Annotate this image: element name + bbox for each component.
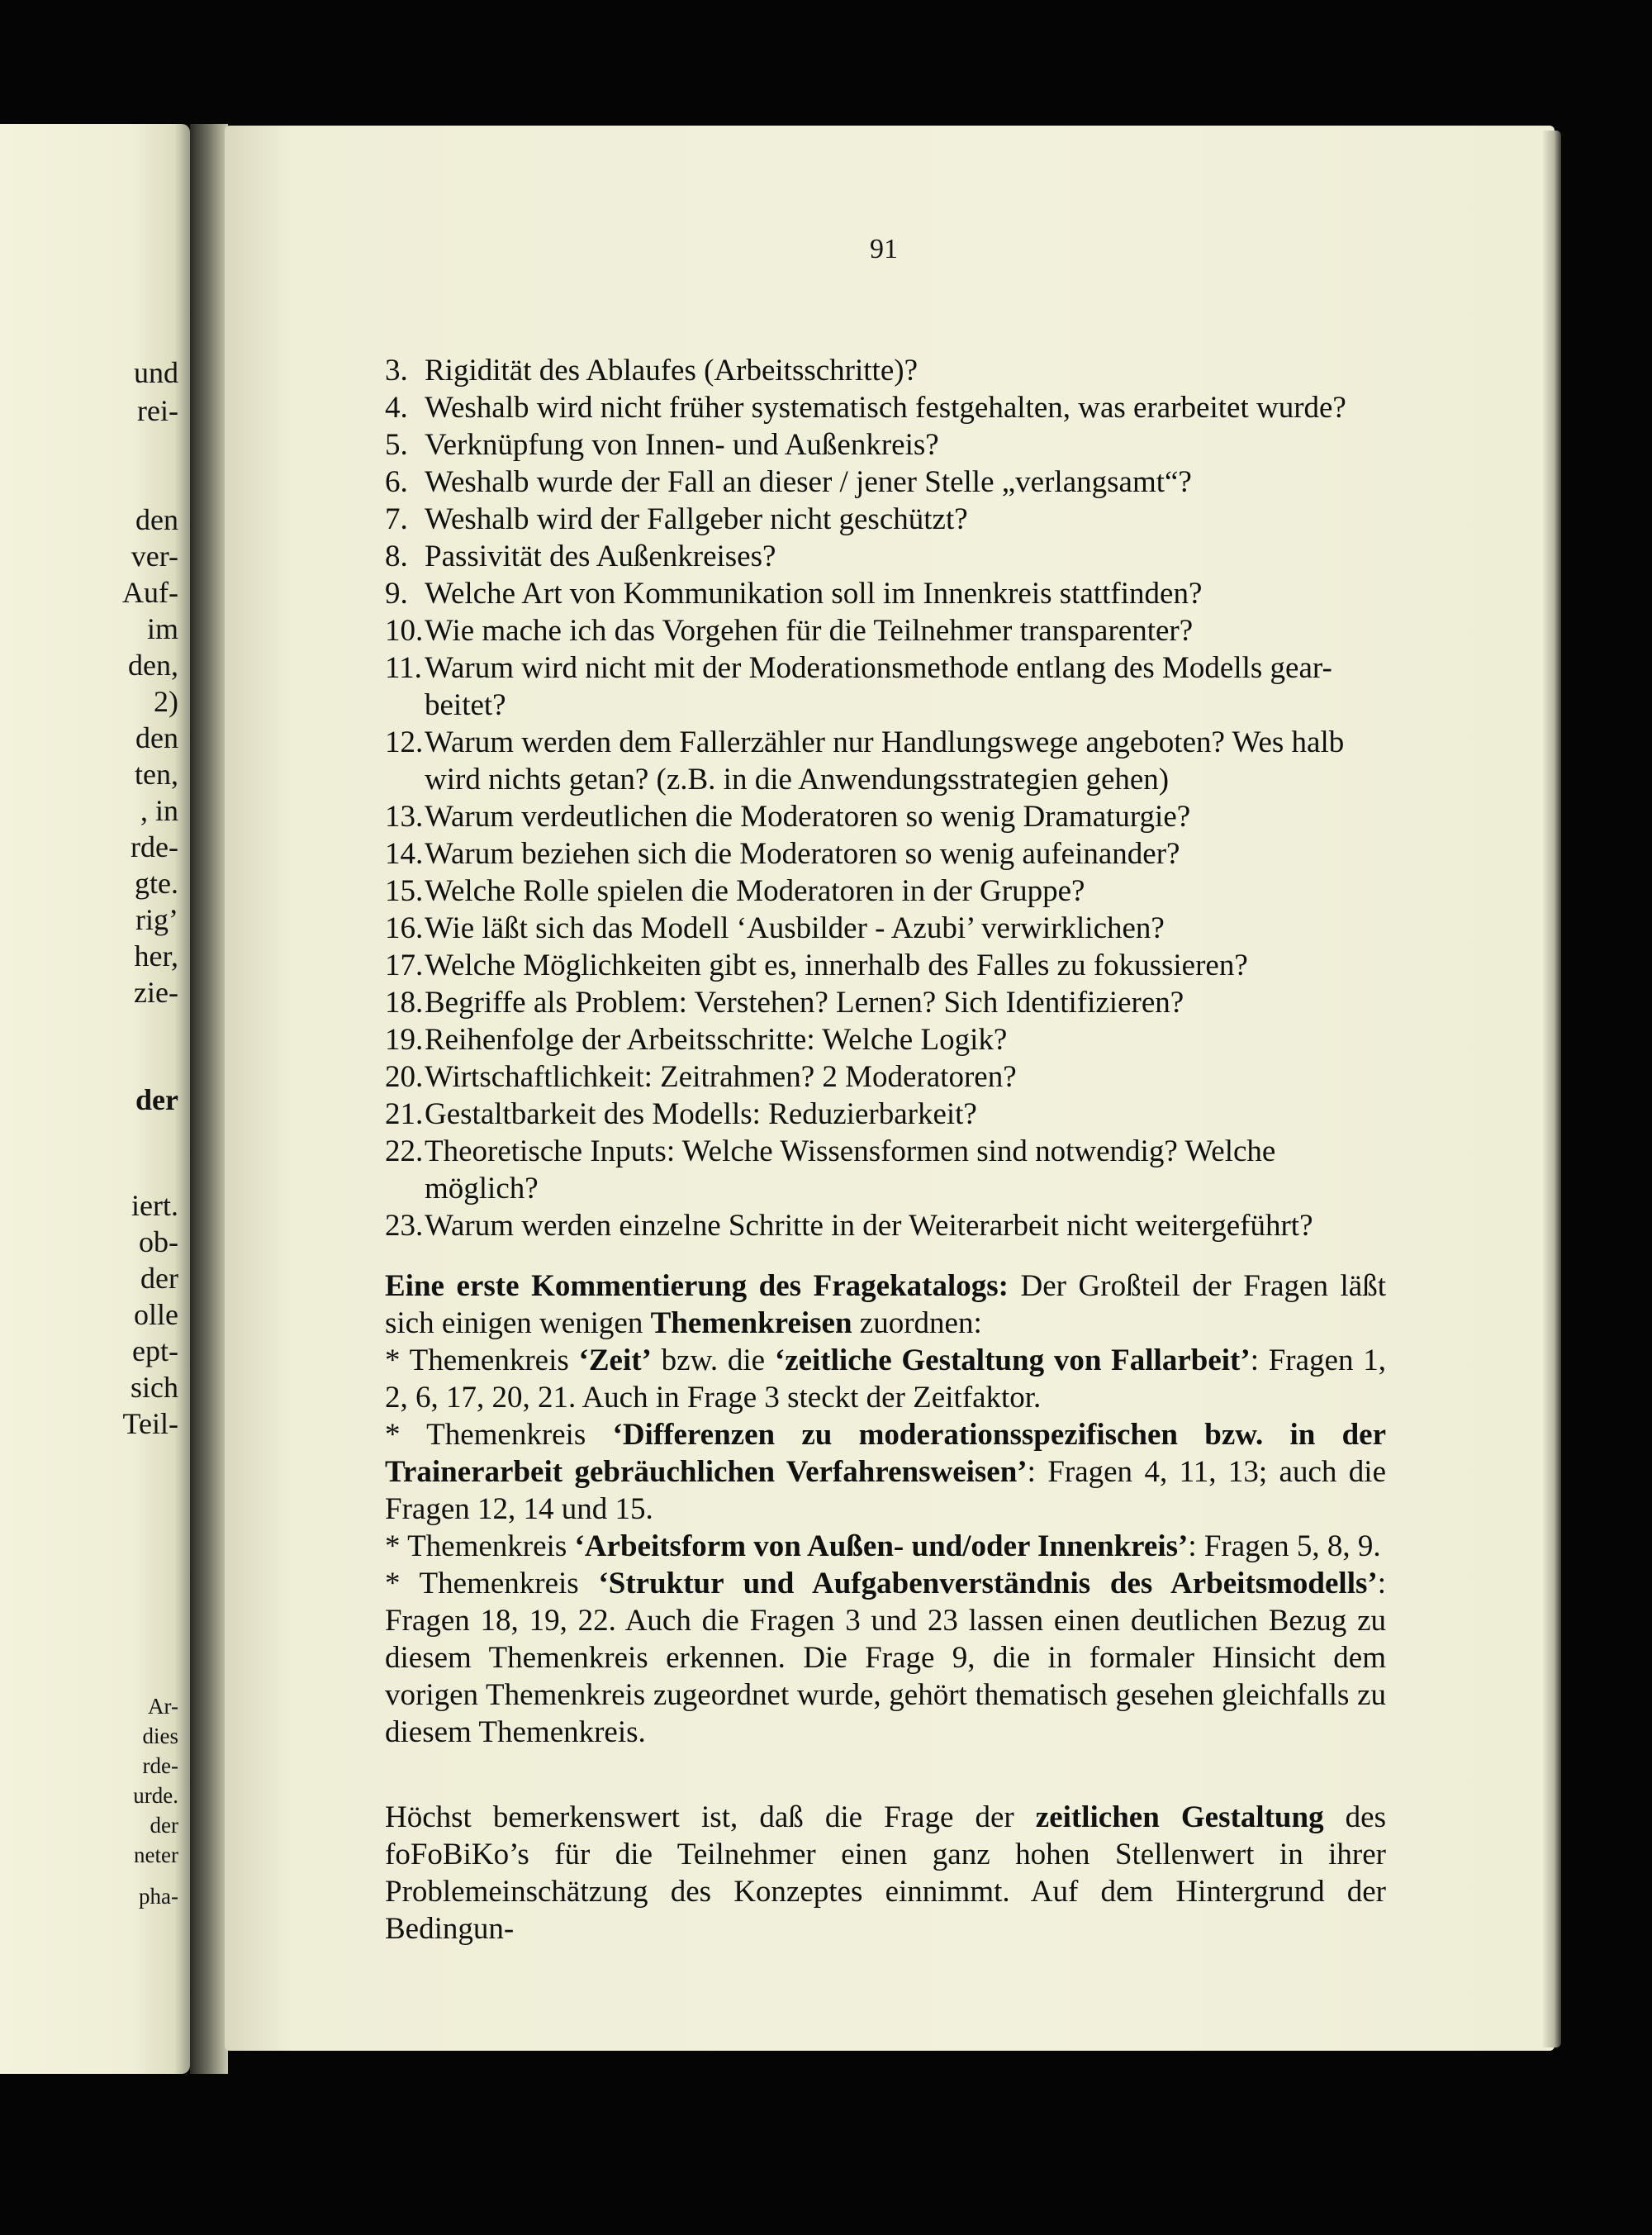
left-fragment: rei- bbox=[137, 394, 178, 427]
list-item bbox=[385, 798, 1386, 835]
left-fragment: , in bbox=[140, 794, 178, 827]
item-number: 17. bbox=[385, 949, 424, 982]
item-number: 16. bbox=[385, 911, 424, 945]
item-number: 19. bbox=[385, 1023, 424, 1057]
left-fragment: der bbox=[140, 1262, 178, 1295]
closing-text: Höchst bemerkenswert ist, daß die Frage der bbox=[385, 1800, 1036, 1834]
left-fragment: dies bbox=[142, 1724, 178, 1748]
item-number: 13. bbox=[385, 800, 424, 834]
item-text: Wie läßt sich das Modell ‘Ausbilder - Azubi’ verwirklichen? bbox=[425, 911, 1165, 945]
item-text: Weshalb wird der Fallgeber nicht geschützt? bbox=[425, 502, 968, 536]
list-item bbox=[385, 947, 1386, 984]
item-text: Begriffe als Problem: Verstehen? Lernen? Sich Identifizieren? bbox=[425, 986, 1184, 1020]
item-text: Passivität des Außenkreises? bbox=[425, 540, 776, 573]
item-number: 18. bbox=[385, 986, 424, 1020]
item-number: 10. bbox=[385, 614, 424, 648]
left-fragment: rde- bbox=[131, 830, 178, 863]
theme-prefix: * Themenkreis bbox=[385, 1529, 575, 1563]
list-item bbox=[385, 538, 1386, 575]
list-item bbox=[385, 649, 1386, 724]
list-item bbox=[385, 426, 1386, 464]
theme-text: : Fragen 1, 2, 6, 17, 20, 21. Auch in Frage 3 steckt der Zeitfaktor. bbox=[385, 1343, 1386, 1415]
book-gutter bbox=[190, 124, 228, 2074]
item-text: Warum wird nicht mit der Moderationsmethode entlang des Modells gear-beitet? bbox=[425, 651, 1332, 722]
item-number: 20. bbox=[385, 1060, 424, 1094]
closing-paragraph bbox=[385, 1799, 1386, 1947]
question-list bbox=[385, 352, 1386, 1244]
item-text: Wirtschaftlichkeit: Zeitrahmen? 2 Moderatoren? bbox=[425, 1060, 1017, 1094]
left-fragment: urde. bbox=[133, 1783, 178, 1808]
closing-text: des foFoBiKo’s für die Teilnehmer einen ganz hohen Stellenwert in ihrer Problemeinschätzung des Konzeptes einnimmt. Auf dem Hintergrund der Bedingun- bbox=[385, 1800, 1386, 1946]
commentary-text: zuordnen: bbox=[852, 1306, 982, 1340]
list-item bbox=[385, 1021, 1386, 1058]
theme-text: : Fragen 5, 8, 9. bbox=[1188, 1529, 1381, 1563]
theme-text: : Fragen 18, 19, 22. Auch die Fragen 3 und 23 lassen einen deutlichen Bezug zu diesem Themenkreis erkennen. Die Frage 9, die in formaler Hinsicht dem vorigen Themenkreis zugeordnet wurde, gehört thematisch gesehen gleichfalls zu diesem Themenkreis. bbox=[385, 1567, 1386, 1749]
page-number: 91 bbox=[870, 234, 898, 264]
commentary-text: Der Großteil der Fragen läßt sich einigen wenigen bbox=[385, 1269, 1386, 1340]
item-number: 11. bbox=[385, 651, 422, 685]
list-item bbox=[385, 835, 1386, 873]
theme-title: ‘Struktur und Aufgabenverständnis des Arbeitsmodells’ bbox=[598, 1567, 1378, 1600]
list-item bbox=[385, 984, 1386, 1021]
item-number: 23. bbox=[385, 1209, 424, 1243]
left-fragment: Teil- bbox=[122, 1407, 178, 1440]
list-item bbox=[385, 1096, 1386, 1133]
theme-text: bzw. die bbox=[651, 1343, 775, 1377]
list-item bbox=[385, 389, 1386, 426]
item-text: Warum werden dem Fallerzähler nur Handlungswege angeboten? Wes halb wird nichts getan? (z.B. in die Anwendungsstrategien gehen) bbox=[425, 725, 1345, 797]
list-item bbox=[385, 873, 1386, 910]
left-fragment: und bbox=[134, 356, 178, 389]
item-text: Warum beziehen sich die Moderatoren so wenig aufeinander? bbox=[425, 837, 1180, 871]
item-number: 9. bbox=[385, 577, 408, 611]
theme-title: ‘Differenzen zu moderationsspezifischen bzw. in der Trainerarbeit gebräuchlichen Verfahrensweisen’ bbox=[385, 1418, 1386, 1489]
list-item bbox=[385, 1207, 1386, 1244]
left-fragment: den bbox=[135, 503, 178, 536]
item-number: 14. bbox=[385, 837, 424, 871]
left-fragment: Ar- bbox=[148, 1694, 178, 1719]
commentary-intro bbox=[385, 1267, 1386, 1342]
closing-emphasis: zeitlichen Gestaltung bbox=[1035, 1800, 1324, 1834]
left-fragment: rig’ bbox=[135, 903, 178, 936]
left-fragment: her, bbox=[134, 939, 178, 972]
item-number: 21. bbox=[385, 1097, 424, 1131]
list-item bbox=[385, 910, 1386, 947]
left-fragment: der bbox=[135, 1083, 178, 1116]
item-number: 15. bbox=[385, 874, 424, 908]
left-fragment: zie- bbox=[134, 976, 178, 1009]
item-text: Weshalb wird nicht früher systematisch festgehalten, was erarbeitet wurde? bbox=[425, 391, 1346, 425]
item-number: 7. bbox=[385, 502, 408, 536]
list-item bbox=[385, 1058, 1386, 1096]
item-text: Weshalb wurde der Fall an dieser / jener Stelle „verlangsamt“? bbox=[425, 465, 1192, 499]
left-fragment: iert. bbox=[131, 1189, 178, 1222]
theme-title: ‘Zeit’ bbox=[578, 1343, 652, 1377]
theme-item bbox=[385, 1528, 1386, 1565]
item-text: Wie mache ich das Vorgehen für die Teilnehmer transparenter? bbox=[425, 614, 1194, 648]
left-fragment: ver- bbox=[131, 540, 178, 573]
theme-title: ‘Arbeitsform von Außen- und/oder Innenkreis’ bbox=[574, 1529, 1189, 1563]
left-fragment: neter bbox=[134, 1843, 178, 1867]
left-fragment: im bbox=[146, 612, 178, 645]
theme-item bbox=[385, 1565, 1386, 1751]
item-text: Rigidität des Ablaufes (Arbeitsschritte)? bbox=[425, 354, 918, 388]
list-item bbox=[385, 724, 1386, 798]
commentary-term: Themenkreisen bbox=[650, 1306, 852, 1340]
item-text: Reihenfolge der Arbeitsschritte: Welche Logik? bbox=[425, 1023, 1008, 1057]
left-fragment: gte. bbox=[135, 867, 178, 900]
item-text: Warum verdeutlichen die Moderatoren so wenig Dramaturgie? bbox=[425, 800, 1191, 834]
left-fragment: Auf- bbox=[122, 576, 178, 609]
theme-item bbox=[385, 1342, 1386, 1416]
left-fragment: 2) bbox=[154, 685, 178, 718]
left-fragment: ten, bbox=[135, 758, 178, 791]
left-fragment: den bbox=[135, 721, 178, 754]
item-text: Welche Rolle spielen die Moderatoren in der Gruppe? bbox=[425, 874, 1085, 908]
left-fragment: sich bbox=[131, 1371, 178, 1404]
left-fragment: olle bbox=[134, 1298, 178, 1331]
item-text: Theoretische Inputs: Welche Wissensformen sind notwendig? Welche möglich? bbox=[425, 1134, 1276, 1205]
left-fragment: ob- bbox=[139, 1225, 178, 1258]
item-text: Gestaltbarkeit des Modells: Reduzierbarkeit? bbox=[425, 1097, 977, 1131]
item-number: 8. bbox=[385, 540, 408, 573]
page-body bbox=[385, 352, 1386, 1947]
commentary-section bbox=[385, 1267, 1386, 1751]
theme-prefix: * Themenkreis bbox=[385, 1343, 579, 1377]
item-text: Verknüpfung von Innen- und Außenkreis? bbox=[425, 428, 939, 462]
left-fragment: pha- bbox=[139, 1884, 178, 1909]
theme-item bbox=[385, 1416, 1386, 1528]
theme-title: ‘zeitliche Gestaltung von Fallarbeit’ bbox=[774, 1343, 1251, 1377]
list-item bbox=[385, 612, 1386, 649]
list-item bbox=[385, 464, 1386, 501]
list-item bbox=[385, 1133, 1386, 1207]
item-number: 5. bbox=[385, 428, 408, 462]
item-text: Welche Möglichkeiten gibt es, innerhalb des Falles zu fokussieren? bbox=[425, 949, 1248, 982]
item-number: 12. bbox=[385, 725, 424, 759]
theme-text: : Fragen 4, 11, 13; auch die Fragen 12, 14 und 15. bbox=[385, 1455, 1386, 1526]
item-text: Warum werden einzelne Schritte in der Weiterarbeit nicht weitergeführt? bbox=[425, 1209, 1313, 1243]
item-number: 4. bbox=[385, 391, 408, 425]
theme-prefix: * Themenkreis bbox=[385, 1418, 613, 1452]
item-number: 6. bbox=[385, 465, 408, 499]
item-text: Welche Art von Kommunikation soll im Innenkreis stattfinden? bbox=[425, 577, 1203, 611]
item-number: 22. bbox=[385, 1134, 424, 1168]
left-page bbox=[0, 124, 190, 2074]
list-item bbox=[385, 575, 1386, 612]
list-item bbox=[385, 501, 1386, 538]
list-item bbox=[385, 352, 1386, 389]
closing-section bbox=[385, 1799, 1386, 1947]
item-number: 3. bbox=[385, 354, 408, 388]
theme-prefix: * Themenkreis bbox=[385, 1567, 599, 1600]
left-fragment: rde- bbox=[142, 1753, 178, 1778]
page-edge bbox=[1543, 131, 1561, 2047]
left-fragment: ept- bbox=[132, 1334, 178, 1367]
left-fragment: der bbox=[150, 1813, 178, 1838]
commentary-heading: Eine erste Kommentierung des Fragekatalogs: bbox=[385, 1269, 1009, 1303]
left-fragment: den, bbox=[128, 649, 178, 682]
